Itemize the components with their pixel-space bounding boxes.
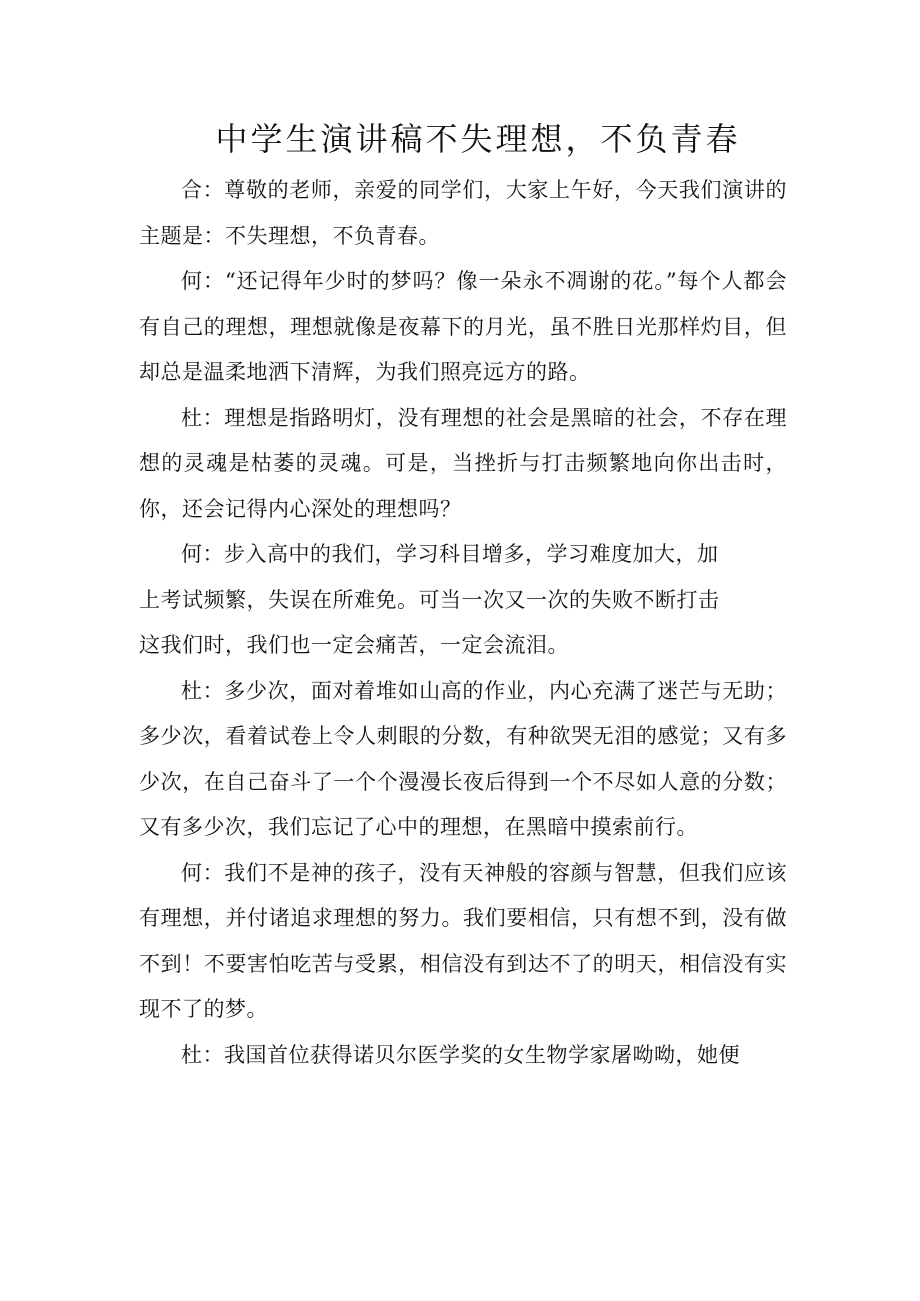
document-body xyxy=(139,168,787,1078)
paragraph-7: 杜：我国首位获得诺贝尔医学奖的女生物学家屠呦呦，她便 xyxy=(181,1042,740,1067)
paragraph-5: 杜：多少次，面对着堆如山高的作业，内心充满了迷芒与无助；多少次，看着试卷上令人刺眼的分数，有种欲哭无泪的感觉；又有多少次，在自己奋斗了一个个漫漫长夜后得到一个不尽如人意的分数；又有多少次，我们忘记了心中的理想，在黑暗中摸索前行。 xyxy=(139,678,787,839)
paragraph-6: 何：我们不是神的孩子，没有天神般的容颜与智慧，但我们应该有理想，并付诸追求理想的努力。我们要相信，只有想不到，没有做不到！不要害怕吃苦与受累，相信没有到达不了的明天，相信没有实现不了的梦。 xyxy=(139,860,787,1021)
paragraph-1: 合：尊敬的老师，亲爱的同学们，大家上午好，今天我们演讲的主题是：不失理想，不负青春。 xyxy=(139,178,787,248)
paragraph-4: 何：步入高中的我们，学习科目增多，学习难度加大，加 上考试频繁，失误在所难免。可当一次又一次的失败不断打击 这我们时，我们也一定会痛苦，一定会流泪。 xyxy=(139,542,720,657)
paragraph-3: 杜：理想是指路明灯，没有理想的社会是黑暗的社会，不存在理想的灵魂是枯萎的灵魂。可是，当挫折与打击频繁地向你出击时，你，还会记得内心深处的理想吗？ xyxy=(139,405,787,521)
document-title: 中学生演讲稿不失理想，不负青春 xyxy=(215,120,741,158)
paragraph-2: 何：“还记得年少时的梦吗？像一朵永不凋谢的花。”每个人都会有自己的理想，理想就像是夜幕下的月光，虽不胜日光那样灼目，但却总是温柔地洒下清辉，为我们照亮远方的路。 xyxy=(139,269,787,384)
